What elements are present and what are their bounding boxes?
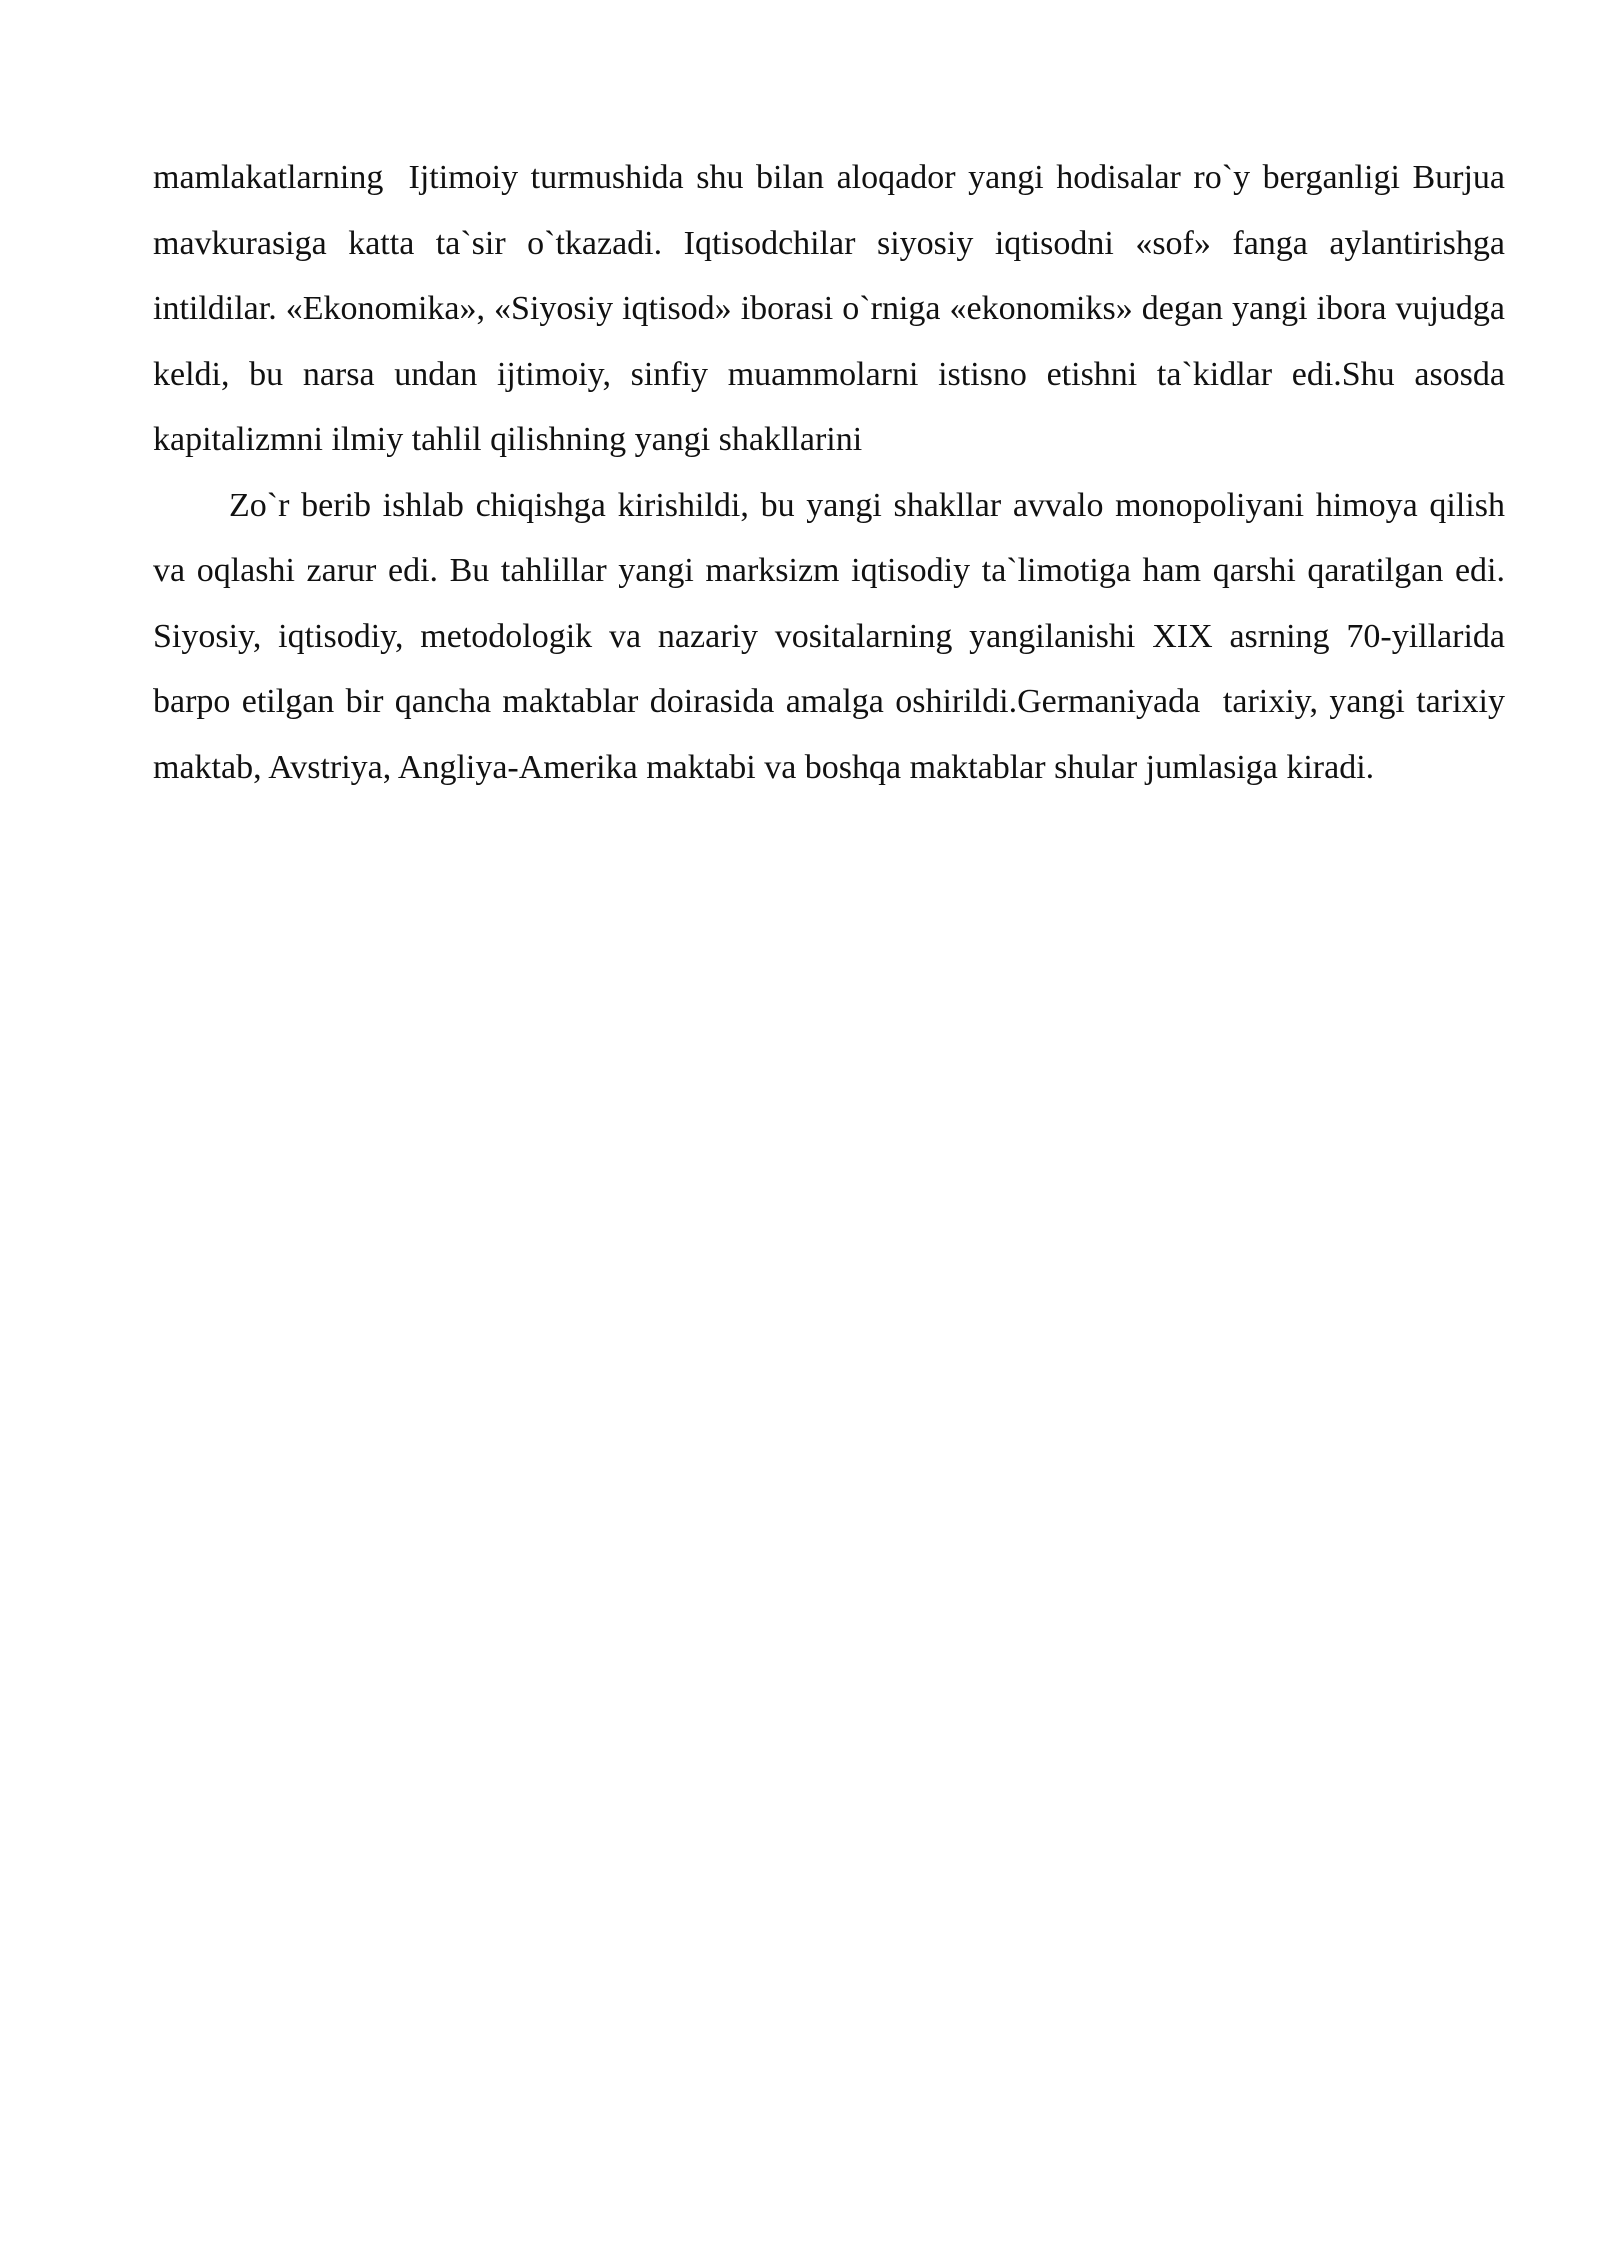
document-page bbox=[153, 145, 1514, 800]
paragraph-2: Zo`r berib ishlab chiqishga kirishildi, bu yangi shakllar avvalo monopoliyani himoya qilish va oqlashi zarur edi. Bu tahlillar yangi marksizm iqtisodiy ta`limotiga ham qarshi qaratilgan edi. Siyosiy, iqtisodiy, metodologik va nazariy vositalarning yangilanishi XIX asrning 70-yillarida barpo etilgan bir qancha maktablar doirasida amalga oshirildi.Germaniyada tarixiy, yangi tarixiy maktab, Avstriya, Angliya-Amerika maktabi va boshqa maktablar shular jumlasiga kiradi. bbox=[153, 486, 1514, 786]
paragraph-1: mamlakatlarning Ijtimoiy turmushida shu bilan aloqador yangi hodisalar ro`y berganligi Burjua mavkurasiga katta ta`sir o`tkazadi. Iqtisodchilar siyosiy iqtisodni «sof» fanga aylantirishga intildilar. «Ekonomika», «Siyosiy iqtisod» iborasi o`rniga «ekonomiks» degan yangi ibora vujudga keldi, bu narsa undan ijtimoiy, sinfiy muammolarni istisno etishni ta`kidlar edi.Shu asosda kapitalizmni ilmiy tahlil qilishning yangi shakllarini bbox=[153, 159, 1514, 458]
